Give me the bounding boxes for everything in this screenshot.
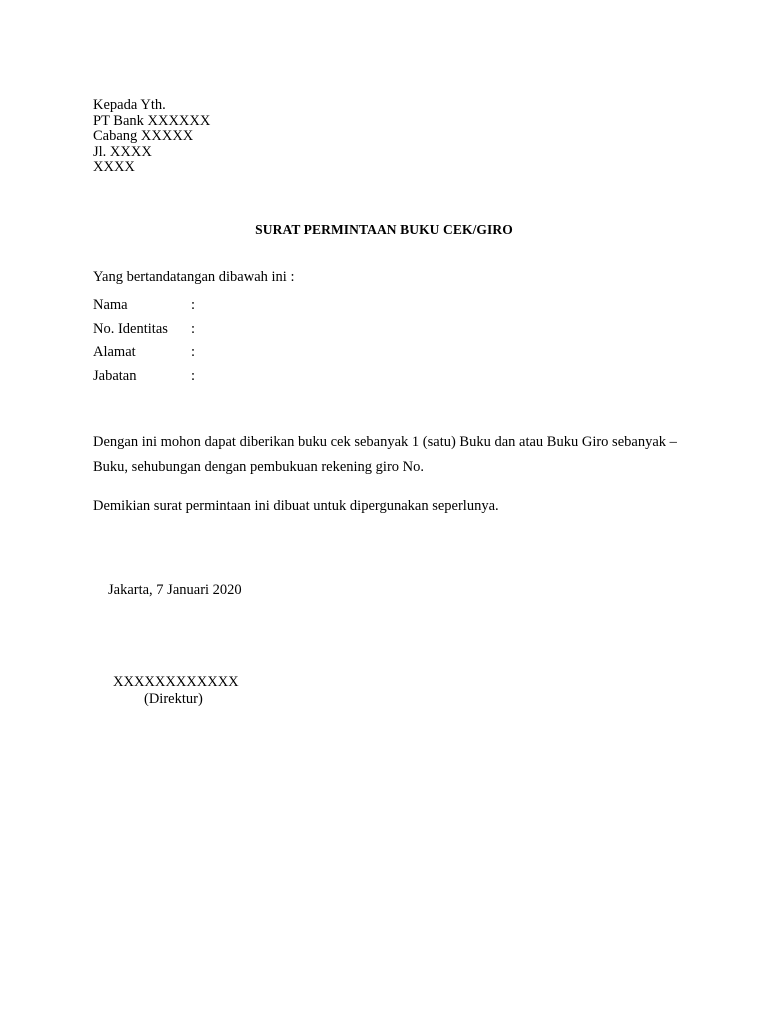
recipient-street: Jl. XXXX	[93, 143, 152, 160]
field-label: Nama	[93, 297, 128, 313]
recipient-bank: PT Bank XXXXXX	[93, 112, 211, 129]
field-label: Alamat	[93, 344, 136, 360]
recipient-branch: Cabang XXXXX	[93, 128, 194, 144]
field-colon: :	[191, 320, 196, 337]
field-colon: :	[191, 344, 196, 360]
request-line-2: Buku, sehubungan dengan pembukuan rekening giro No.	[93, 459, 425, 475]
signer-role: (Direktur)	[144, 691, 203, 707]
request-line-1: Dengan ini mohon dapat diberikan buku cek sebanyak 1 (satu) Buku dan atau Buku Giro sebanyak –	[93, 434, 677, 450]
request-paragraph	[93, 430, 683, 480]
closing-paragraph: Demikian surat permintaan ini dibuat untuk dipergunakan seperlunya.	[93, 498, 499, 514]
field-label: No. Identitas	[93, 320, 168, 337]
signer-name: XXXXXXXXXXXX	[113, 674, 239, 690]
field-label: Jabatan	[93, 367, 137, 384]
letter-title: SURAT PERMINTAAN BUKU CEK/GIRO	[255, 222, 513, 237]
recipient-address	[93, 98, 210, 176]
place-date: Jakarta, 7 Januari 2020	[108, 582, 242, 598]
recipient-salutation: Kepada Yth.	[93, 97, 166, 113]
intro-text: Yang bertandatangan dibawah ini :	[93, 269, 295, 285]
field-colon: :	[191, 367, 196, 384]
recipient-city: XXXX	[93, 159, 135, 175]
field-colon: :	[191, 297, 196, 313]
